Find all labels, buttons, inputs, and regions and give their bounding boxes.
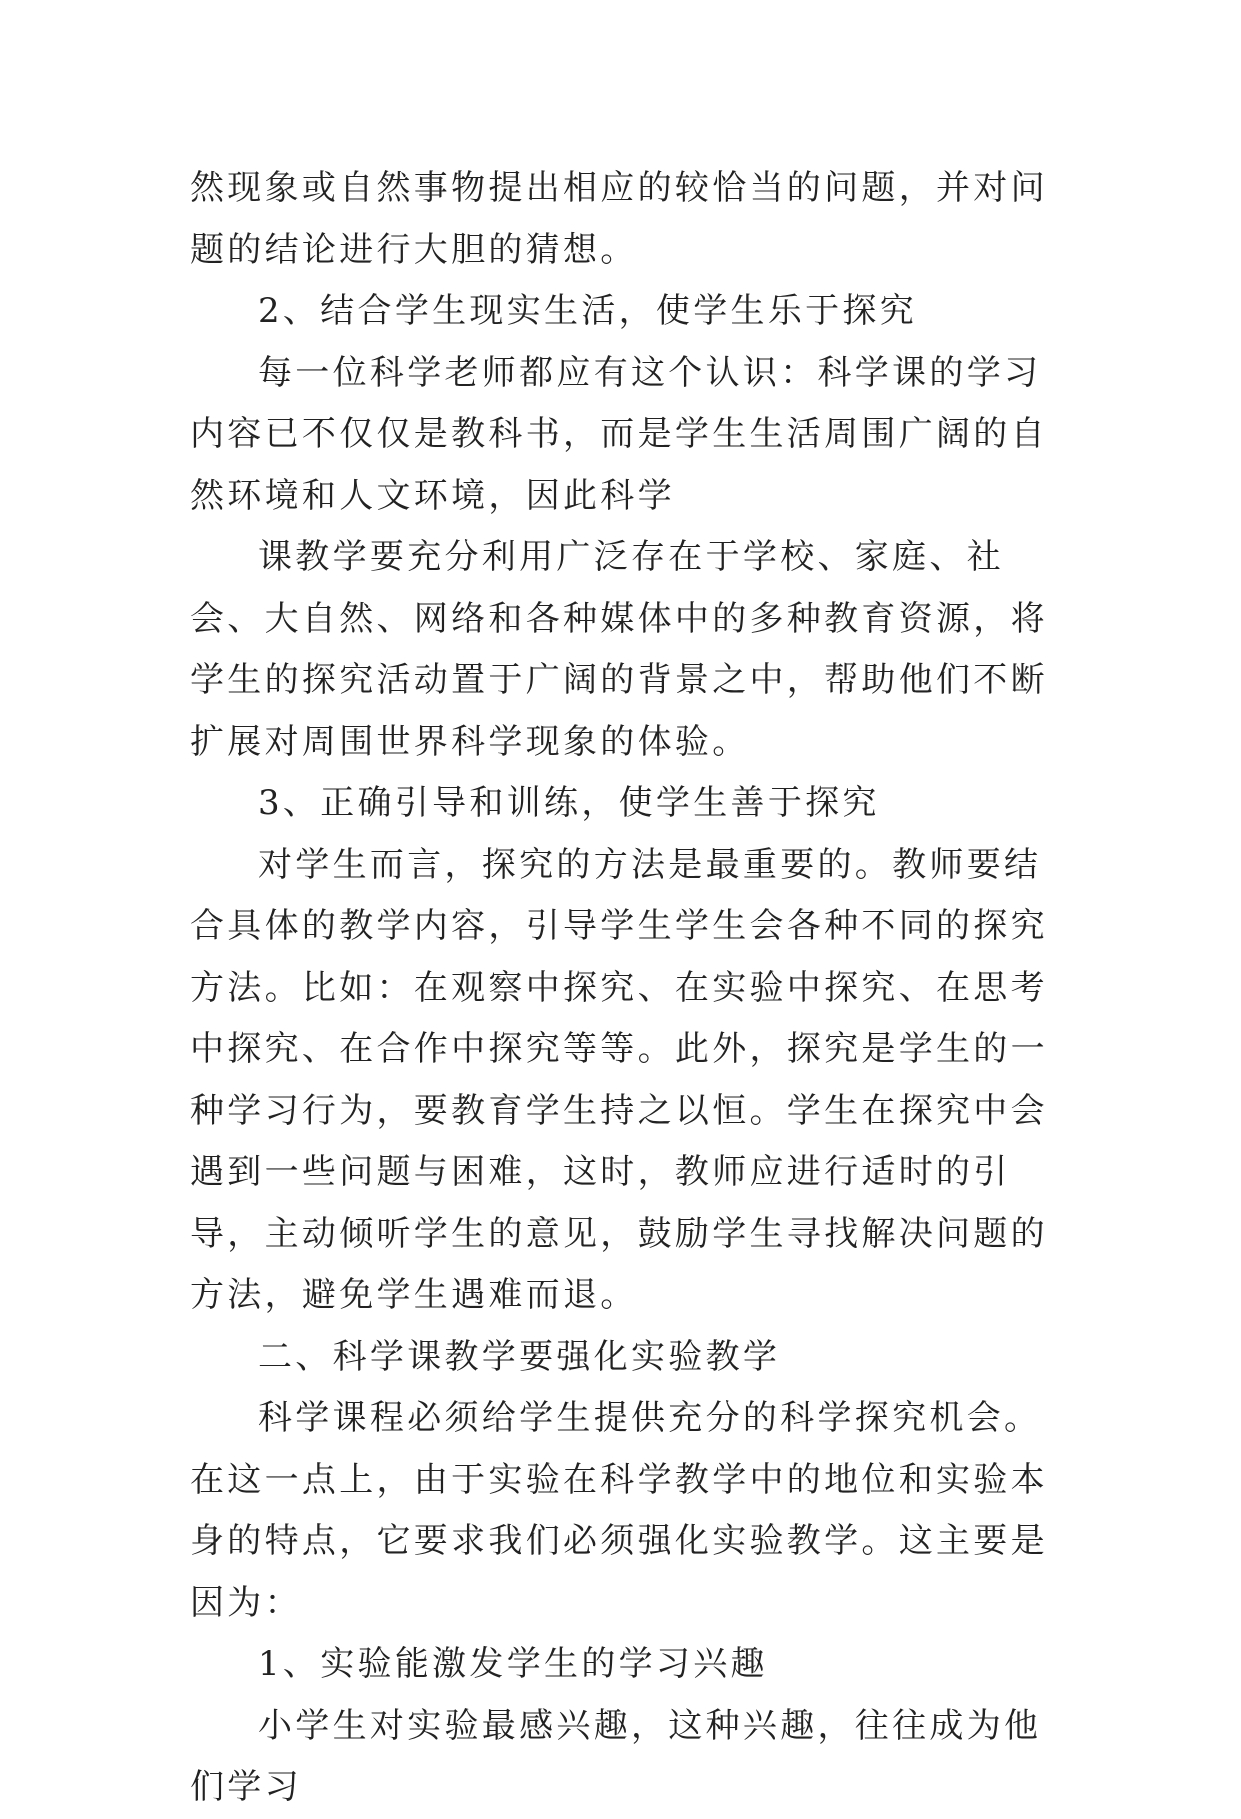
chapter-heading-two: 二、科学课教学要强化实验教学 (258, 1336, 781, 1377)
paragraph: 课教学要充分利用广泛存在于学校、家庭、社会、大自然、网络和各种媒体中的多种教育资源，将学生的探究活动置于广阔的背景之中，帮助他们不断扩展对周围世界科学现象的体验。 (190, 537, 1048, 762)
paragraph-continuation: 然现象或自然事物提出相应的较恰当的问题，并对问题的结论进行大胆的猜想。 (190, 168, 1048, 270)
section-heading-3: 3、正确引导和训练，使学生善于探究 (258, 783, 880, 823)
document-body (190, 158, 1050, 1819)
section-heading-2: 2、结合学生现实生活，使学生乐于探究 (258, 291, 918, 331)
paragraph: 科学课程必须给学生提供充分的科学探究机会。在这一点上，由于实验在科学教学中的地位和实验本身的特点，它要求我们必须强化实验教学。这主要是因为： (190, 1398, 1048, 1623)
paragraph: 每一位科学老师都应有这个认识：科学课的学习内容已不仅仅是教科书，而是学生生活周围广阔的自然环境和人文环境，因此科学 (190, 352, 1048, 516)
paragraph: 小学生对实验最感兴趣，这种兴趣，往往成为他们学习 (190, 1705, 1042, 1807)
section-heading-1: 1、实验能激发学生的学习兴趣 (258, 1644, 768, 1684)
paragraph: 对学生而言，探究的方法是最重要的。教师要结合具体的教学内容，引导学生学生会各种不同的探究方法。比如：在观察中探究、在实验中探究、在思考中探究、在合作中探究等等。此外，探究是学生的一种学习行为，要教育学生持之以恒。学生在探究中会遇到一些问题与困难，这时，教师应进行适时的引导，主动倾听学生的意见，鼓励学生寻找解决问题的方法，避免学生遇难而退。 (190, 844, 1048, 1315)
